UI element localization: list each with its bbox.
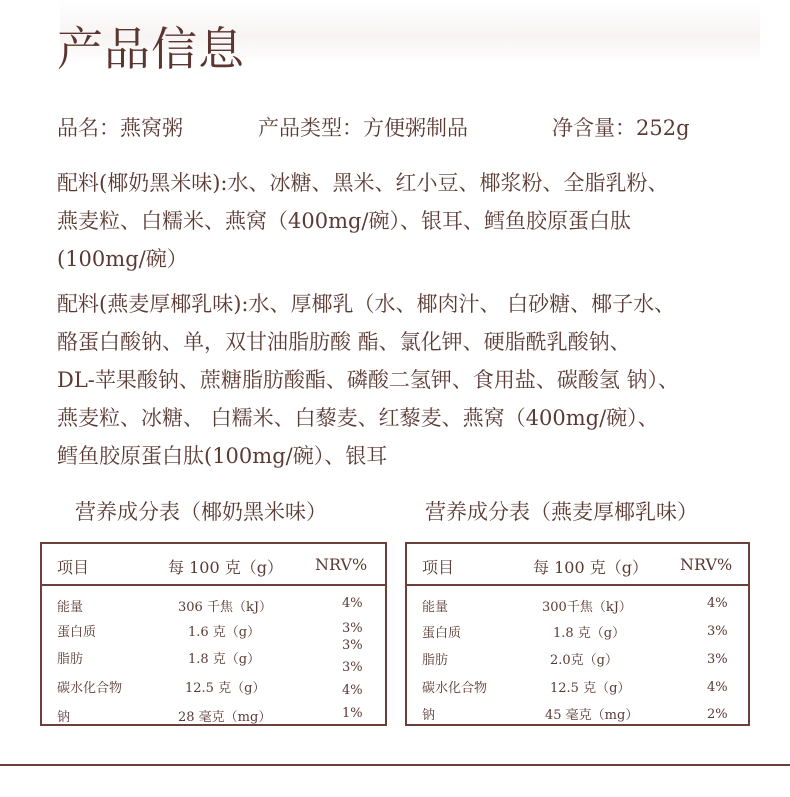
row-value: 1.8 克（g）	[553, 626, 626, 641]
row-label: 碳水化合物	[57, 681, 123, 696]
product-name: 品名：燕窝粥	[57, 116, 183, 140]
table-header	[407, 544, 748, 586]
header-per100g: 每 100 克（g）	[533, 558, 648, 577]
ingredient-line: DL-苹果酸钠、蔗糖脂肪酸酯、磷酸二氢钾、食用盐、碳酸氢 钠）、	[57, 368, 680, 392]
row-label: 碳水化合物	[422, 681, 488, 696]
ingredient-line: 配料(燕麦厚椰乳味):水、厚椰乳（水、椰肉汁、 白砂糖、椰子水、	[57, 292, 676, 316]
row-value: 28 毫克（mg）	[178, 710, 272, 725]
bottom-divider	[0, 764, 790, 766]
nutrition-table-title: 营养成分表（燕麦厚椰乳味）	[425, 500, 698, 524]
row-label: 蛋白质	[422, 626, 462, 641]
row-value: 1.8 克（g）	[188, 652, 261, 667]
row-nrv: 3%	[342, 660, 363, 675]
row-nrv: 1%	[342, 706, 363, 721]
row-nrv: 4%	[342, 683, 363, 698]
row-nrv: 3%	[342, 621, 363, 636]
ingredient-line: 鳕鱼胶原蛋白肽(100mg/碗）、银耳	[57, 444, 388, 468]
header-nrv: NRV%	[680, 555, 733, 574]
row-nrv: 3%	[707, 652, 728, 667]
row-value: 300千焦（kJ）	[542, 600, 632, 615]
row-label: 脂肪	[422, 653, 449, 668]
row-nrv: 3%	[342, 638, 363, 653]
row-label: 能量	[422, 600, 449, 615]
ingredient-line: 燕麦粒、白糯米、燕窝（400mg/碗）、银耳、鳕鱼胶原蛋白肽	[57, 209, 632, 233]
header-item: 项目	[422, 558, 455, 577]
ingredient-line: 配料(椰奶黑米味):水、冰糖、黑米、红小豆、椰浆粉、全脂乳粉、	[57, 171, 669, 195]
header-per100g: 每 100 克（g）	[168, 558, 283, 577]
row-nrv: 3%	[707, 624, 728, 639]
table-header	[42, 544, 385, 586]
row-value: 1.6 克（g）	[188, 625, 261, 640]
row-value: 2.0克（g）	[550, 653, 618, 668]
nutrition-table	[405, 542, 750, 726]
row-nrv: 4%	[342, 596, 363, 611]
row-nrv: 4%	[707, 680, 728, 695]
product-type: 产品类型：方便粥制品	[258, 116, 468, 140]
page-title: 产品信息	[57, 22, 245, 76]
row-value: 45 毫克（mg）	[545, 708, 639, 723]
row-value: 12.5 克（g）	[185, 681, 266, 696]
ingredients-oat-coconut-milk	[57, 285, 679, 475]
row-value: 12.5 克（g）	[550, 681, 631, 696]
row-nrv: 4%	[707, 596, 728, 611]
row-value: 306 千焦（kJ）	[178, 600, 273, 615]
ingredient-line: (100mg/碗）	[57, 247, 188, 271]
header-item: 项目	[57, 558, 90, 577]
nutrition-table-title: 营养成分表（椰奶黑米味）	[75, 500, 327, 524]
ingredient-line: 燕麦粒、冰糖、 白糯米、白藜麦、红藜麦、燕窝（400mg/碗）、	[57, 406, 659, 430]
row-label: 钠	[57, 710, 71, 725]
net-content: 净含量：252g	[552, 116, 690, 140]
nutrition-table	[40, 542, 387, 726]
ingredients-coconut-black-rice	[57, 164, 668, 278]
row-label: 蛋白质	[57, 625, 97, 640]
row-label: 能量	[57, 600, 84, 615]
header-nrv: NRV%	[315, 555, 368, 574]
ingredient-line: 酪蛋白酸钠、单，双甘油脂肪酸 酯、氯化钾、硬脂酰乳酸钠、	[57, 330, 631, 354]
row-nrv: 2%	[707, 707, 728, 722]
row-label: 钠	[422, 708, 436, 723]
row-label: 脂肪	[57, 652, 84, 667]
